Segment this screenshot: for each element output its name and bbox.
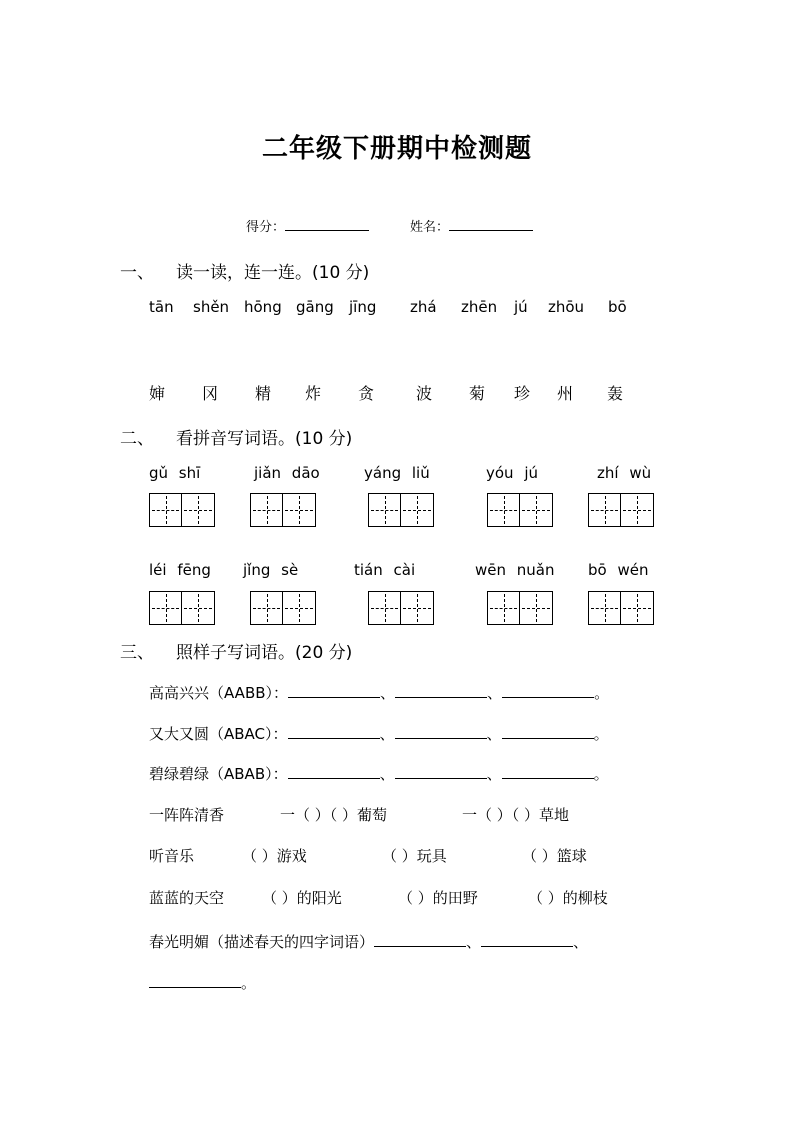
tianzige-box[interactable] xyxy=(149,591,215,625)
tianzige-cell[interactable] xyxy=(621,592,653,624)
verb-example: 听音乐 xyxy=(149,847,195,865)
abab-label: 碧绿碧绿（ABAB）： xyxy=(149,765,288,783)
verb-item-game: （ ）游戏 xyxy=(242,847,307,865)
adj-item-sunshine: （ ）的阳光 xyxy=(262,889,342,907)
pinyin-item: shěn xyxy=(193,298,230,316)
pinyin-prompt: gǔ shī xyxy=(149,464,201,482)
section2-number: 二、 xyxy=(120,429,154,449)
score-blank[interactable] xyxy=(285,218,369,231)
answer-blank[interactable] xyxy=(502,683,594,698)
char-item: 珍 xyxy=(514,384,531,403)
tianzige-cell[interactable] xyxy=(251,494,283,526)
pinyin-prompt: jǐng sè xyxy=(243,561,299,579)
char-item: 婶 xyxy=(149,384,166,403)
abab-line xyxy=(149,763,609,784)
tianzige-cell[interactable] xyxy=(520,494,552,526)
pinyin-prompt: wēn nuǎn xyxy=(475,561,555,579)
tianzige-box[interactable] xyxy=(487,591,553,625)
tianzige-cell[interactable] xyxy=(589,592,621,624)
abac-line xyxy=(149,723,609,744)
abac-label: 又大又圆（ABAC）： xyxy=(149,725,288,743)
tianzige-cell[interactable] xyxy=(182,494,214,526)
separator: 、 xyxy=(379,765,395,783)
separator: 、 xyxy=(466,933,482,951)
pinyin-prompt: yáng liǔ xyxy=(364,464,430,482)
tianzige-cell[interactable] xyxy=(488,592,520,624)
answer-blank[interactable] xyxy=(395,683,487,698)
answer-blank[interactable] xyxy=(288,764,380,779)
char-item: 波 xyxy=(416,384,433,403)
measure-item-grapes: 一（ ）（ ）葡萄 xyxy=(280,806,388,824)
char-item: 贪 xyxy=(358,384,375,403)
tianzige-cell[interactable] xyxy=(369,592,401,624)
score-label: 得分： xyxy=(246,220,286,235)
answer-blank[interactable] xyxy=(288,683,380,698)
tianzige-cell[interactable] xyxy=(401,494,433,526)
pinyin-prompt: bō wén xyxy=(588,561,649,579)
tianzige-cell[interactable] xyxy=(488,494,520,526)
measure-item-grass: 一（ ）（ ）草地 xyxy=(462,806,570,824)
name-field xyxy=(410,216,533,235)
separator: 、 xyxy=(380,684,396,702)
char-item: 炸 xyxy=(305,384,322,403)
tianzige-cell[interactable] xyxy=(283,494,315,526)
char-item: 州 xyxy=(557,384,574,403)
section1-heading: 读一读，连一连。(10 分) xyxy=(176,263,370,283)
pinyin-item: zhēn xyxy=(461,298,498,316)
spring-words-prompt: 春光明媚（描述春天的四字词语） xyxy=(149,933,375,951)
adj-item-willow: （ ）的柳枝 xyxy=(528,889,608,907)
tianzige-box[interactable] xyxy=(149,493,215,527)
tianzige-cell[interactable] xyxy=(251,592,283,624)
tianzige-box[interactable] xyxy=(487,493,553,527)
answer-blank[interactable] xyxy=(502,724,594,739)
section1-number: 一、 xyxy=(120,263,154,283)
char-item: 菊 xyxy=(469,384,486,403)
section3-number: 三、 xyxy=(120,643,154,663)
pinyin-item: jīng xyxy=(349,298,377,316)
spring-words-line2 xyxy=(149,972,256,993)
answer-blank[interactable] xyxy=(395,724,487,739)
measure-example: 一阵阵清香 xyxy=(149,806,225,824)
answer-blank[interactable] xyxy=(288,724,380,739)
pinyin-item: zhōu xyxy=(548,298,585,316)
section2-heading: 看拼音写词语。(10 分) xyxy=(176,429,353,449)
tianzige-box[interactable] xyxy=(368,591,434,625)
answer-blank[interactable] xyxy=(481,932,573,947)
separator: 、 xyxy=(486,765,502,783)
adj-item-field: （ ）的田野 xyxy=(398,889,478,907)
tianzige-box[interactable] xyxy=(250,591,316,625)
tianzige-box[interactable] xyxy=(250,493,316,527)
pinyin-item: hōng xyxy=(244,298,282,316)
tianzige-cell[interactable] xyxy=(150,592,182,624)
name-label: 姓名： xyxy=(410,220,450,235)
aabb-label: 高高兴兴（AABB）： xyxy=(149,684,289,702)
tianzige-cell[interactable] xyxy=(369,494,401,526)
tianzige-cell[interactable] xyxy=(621,494,653,526)
tianzige-cell[interactable] xyxy=(520,592,552,624)
char-item: 轰 xyxy=(607,384,624,403)
end-mark: 。 xyxy=(593,725,609,743)
tianzige-box[interactable] xyxy=(368,493,434,527)
separator: 、 xyxy=(487,684,503,702)
adj-example: 蓝蓝的天空 xyxy=(149,889,225,907)
pinyin-prompt: yóu jú xyxy=(486,464,539,482)
verb-item-basketball: （ ）篮球 xyxy=(522,847,587,865)
pinyin-item: jú xyxy=(514,298,528,316)
answer-blank[interactable] xyxy=(149,973,241,988)
name-blank[interactable] xyxy=(449,218,533,231)
aabb-line xyxy=(149,682,609,703)
tianzige-cell[interactable] xyxy=(283,592,315,624)
char-item: 冈 xyxy=(202,384,219,403)
page-title: 二年级下册期中检测题 xyxy=(261,134,532,164)
separator: 、 xyxy=(379,725,395,743)
section3-heading: 照样子写词语。(20 分) xyxy=(176,643,353,663)
spring-words-line xyxy=(149,931,588,952)
tianzige-cell[interactable] xyxy=(589,494,621,526)
tianzige-cell[interactable] xyxy=(182,592,214,624)
pinyin-item: zhá xyxy=(410,298,437,316)
score-field xyxy=(246,216,369,235)
tianzige-cell[interactable] xyxy=(401,592,433,624)
separator: 、 xyxy=(486,725,502,743)
verb-item-toy: （ ）玩具 xyxy=(382,847,447,865)
tianzige-cell[interactable] xyxy=(150,494,182,526)
answer-blank[interactable] xyxy=(502,764,594,779)
end-mark: 。 xyxy=(594,684,610,702)
pinyin-prompt: zhí wù xyxy=(597,464,652,482)
separator: 、 xyxy=(573,933,589,951)
tianzige-box[interactable] xyxy=(588,493,654,527)
pinyin-item: gāng xyxy=(296,298,334,316)
pinyin-item: bō xyxy=(608,298,627,316)
end-mark: 。 xyxy=(593,765,609,783)
pinyin-prompt: léi fēng xyxy=(149,561,211,579)
pinyin-prompt: tián cài xyxy=(354,561,416,579)
pinyin-item: tān xyxy=(149,298,174,316)
char-item: 精 xyxy=(255,384,272,403)
answer-blank[interactable] xyxy=(395,764,487,779)
tianzige-box[interactable] xyxy=(588,591,654,625)
end-mark: 。 xyxy=(241,974,257,992)
pinyin-prompt: jiǎn dāo xyxy=(254,464,320,482)
answer-blank[interactable] xyxy=(374,932,466,947)
